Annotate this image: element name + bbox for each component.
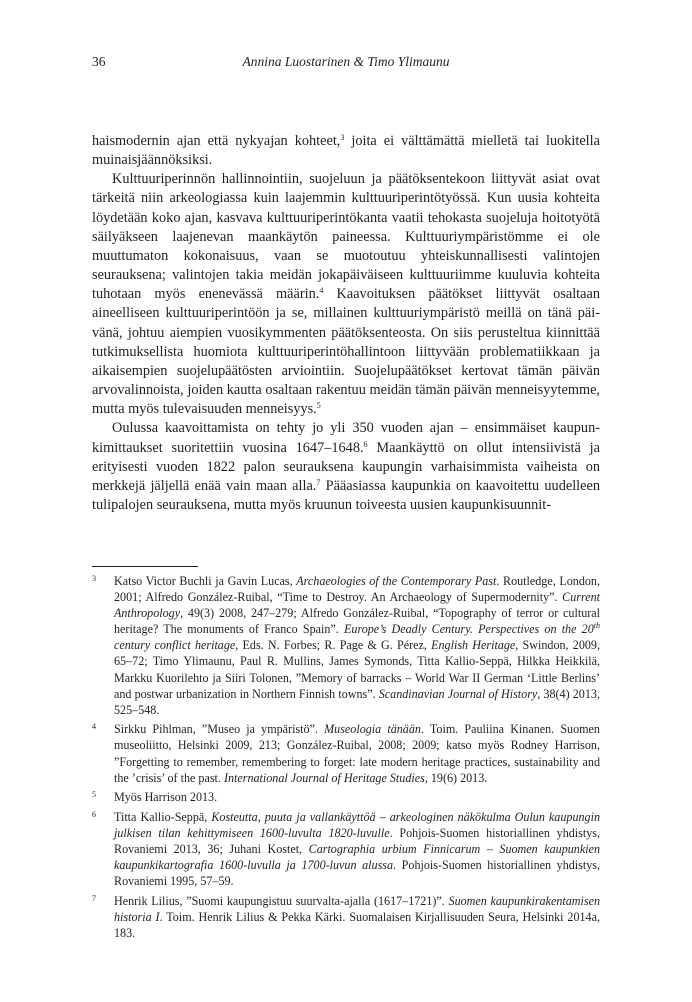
footnote-title: International Journal of Heritage Studies	[223, 770, 425, 785]
footnote-text-part: , 38(4) 2013, 525–548.	[114, 686, 600, 717]
footnotes	[92, 573, 600, 945]
footnote-text	[114, 809, 600, 889]
body-text	[92, 132, 600, 515]
paragraph-text: Maankäyttö on ollut intensiivistä ja erityisesti vuoden 1822 palon seurauksena kaupungin varhaisimmista vaiheista on merkkejä jäljellä enää vain maan alla.	[92, 439, 600, 494]
footnote-number: 6	[92, 809, 96, 819]
paragraph-text: haismodernin ajan että nykyajan kohteet,	[92, 133, 341, 149]
footnote-text	[114, 721, 600, 785]
paragraph-text: Oulussa kaavoittamista on tehty jo yli 350 vuoden ajan – ensimmäiset kaupunkimittaukset suoritettiin vuosina 1647–1648.	[92, 420, 600, 456]
footnote-text-part: , Eds. N. Forbes; R. Page & G. Pérez,	[235, 638, 432, 653]
footnote-number: 5	[92, 790, 96, 800]
footnote-text-part: . Pohjois-Suomen historiallinen yhdistys, Rovaniemi 1995, 57–59.	[114, 858, 600, 889]
footnote-text-part: . Toim. Henrik Lilius & Pekka Kärki. Suomalaisen Kirjallisuuden Seura, Helsinki 2014a, 183.	[114, 909, 600, 940]
paragraph	[92, 132, 600, 170]
footnote-text	[114, 789, 600, 805]
footnote-separator	[92, 566, 198, 567]
footnote-text-part: Henrik Lilius, ”Suomi kaupungistuu suurvalta-ajalla (1617–1721)”.	[114, 893, 449, 908]
footnote-title: Kosteutta, puuta ja vallankäyttöä – arkeologinen näkökulma Oulun kaupungin julkisen tilan kehittymiseen 1600-luvulta 1820-luvulle	[114, 809, 600, 840]
footnote-5	[92, 789, 600, 805]
footnote-marker: 6	[363, 439, 368, 449]
footnote-text	[114, 573, 600, 718]
footnote-3	[92, 573, 600, 718]
footnote-title: Suomen kaupunkirakentamisen historia I	[114, 893, 601, 924]
footnote-text-part: , 49(3) 2008, 247–279; Alfredo González-Ruibal, “Topography of terror or cultural heritage? The monuments of Franco Spain”.	[114, 606, 600, 637]
paragraph-text: joita ei välttämättä mielletä tai luokitella muinaisjäännöksiksi.	[92, 133, 600, 169]
footnote-title: English Heritage	[431, 638, 516, 653]
footnote-text-part: , Swindon, 2009, 65–72; Timo Ylimaunu, Paul R. Mullins, James Symonds, Titta Kallio-Seppä, Hilkka Heikkilä, Markku Kuorilehto ja Siiri Tolonen, ”Memory of barracks – World War II German ‘Little Berlins’ and postwar urbanization in Northern Finnish towns”.	[114, 638, 600, 701]
footnote-text	[114, 893, 600, 941]
footnote-marker: 7	[316, 477, 321, 487]
page-header	[92, 54, 600, 74]
footnote-title: century conflict heritage	[114, 638, 236, 653]
footnote-title: Scandinavian Journal of History	[378, 686, 538, 701]
footnote-text-part: Titta Kallio-Seppä,	[114, 809, 212, 824]
paragraph	[92, 170, 600, 419]
footnote-number: 4	[92, 722, 96, 732]
footnote-text-part: . Routledge, London, 2001; Alfredo González-Ruibal, “Time to Destroy. An Archaeology of Supermodernity”.	[114, 574, 601, 605]
footnote-marker: 4	[319, 286, 324, 296]
paragraph-text: Pääasiassa kaupunkia on kaavoitettu uudelleen tulipalojen seurauksena, mutta myös kruunun toiveesta uusien kaupunkisuunnit-	[92, 477, 600, 513]
footnote-6	[92, 809, 600, 889]
paragraph-text: Kulttuuriperinnön hallinnointiin, suojeluun ja päätöksentekoon liittyvät asiat ovat tärkeitä niin arkeologiassa kuin laajemmin kulttuuriperintötyössä. Kun uusia kohteita löydetään koko ajan, kasvava kulttuuriperintökanta vaatii tehokasta suojeluja hoitotyötä säilyäkseen laajenevan maankäytön paineessa. Kulttuuriympäristömme ei ole muuttumaton kokonaisuus, vaan se muotoutuu yhteiskunnallisesti valintojen seurauksena; valintojen takia meidän jokapäiväiseen kulttuuriimme kuuluvia kohteita tuhotaan myös enenevässä määrin.	[92, 171, 600, 303]
footnote-marker: 3	[340, 133, 345, 142]
footnote-marker: 5	[316, 401, 321, 411]
footnote-text-part: , 19(6) 2013.	[424, 770, 488, 785]
footnote-title-superscript: th	[593, 621, 600, 631]
footnote-title: Museologia tänään	[324, 722, 421, 737]
footnote-number: 3	[92, 574, 96, 583]
footnote-text-part: Sirkku Pihlman, ”Museo ja ympäristö”.	[114, 722, 325, 737]
footnote-text-part: Katso Victor Buchli ja Gavin Lucas,	[114, 574, 297, 588]
running-head: Annina Luostarinen & Timo Ylimaunu	[242, 54, 450, 69]
footnote-text-part: Myös Harrison 2013.	[114, 790, 218, 805]
paragraph	[92, 419, 600, 515]
footnote-4	[92, 721, 600, 785]
footnote-number: 7	[92, 893, 96, 903]
footnote-title: Archaeologies of the Contemporary Past	[296, 574, 497, 588]
footnote-title: Europe’s Deadly Century. Perspectives on the 20	[344, 622, 594, 637]
footnote-title: Cartographia urbium Finnicarum – Suomen kaupunkien kaupunkikartografia 1600-luvulla ja 1700-luvun alussa	[114, 842, 600, 873]
footnote-text-part: . Toim. Pauliina Kinanen. Suomen museoliitto, Helsinki 2009, 213; González-Ruibal, 2008; 2009; katso myös Rodney Harrison, ”Forgetting to remember, remembering to forget: late modern heritage practices, sustainability and the ’crisis’ of the past.	[114, 722, 600, 785]
footnote-text-part: . Pohjois-Suomen historiallinen yhdistys, Rovaniemi 2013, 36; Juhani Kostet,	[114, 825, 601, 856]
footnote-7	[92, 893, 600, 941]
paragraph-text: Kaavoituksen päätökset liittyvät osaltaan aineelliseen kulttuuriperintöön ja se, millainen kulttuuriympäristö meillä on tänä päivänä, johtuu aiempien vuosikymmenten päätöksenteosta. On siis perusteltua kiinnittää tutkimuksellista huomiota kulttuuriperintöhallintoon liittyvään problematiikkaan ja aikaisempien suojelupäätösten arviointiin. Suojelupäätökset kertovat tämän päivän arvovalinnoista, joiden kautta osaltaan rakentuu meidän tämän päivän menneisyytemme, mutta myös tulevaisuuden menneisyys.	[92, 286, 600, 418]
footnote-title: Current Anthropology	[114, 590, 600, 621]
page-number: 36	[92, 54, 106, 69]
